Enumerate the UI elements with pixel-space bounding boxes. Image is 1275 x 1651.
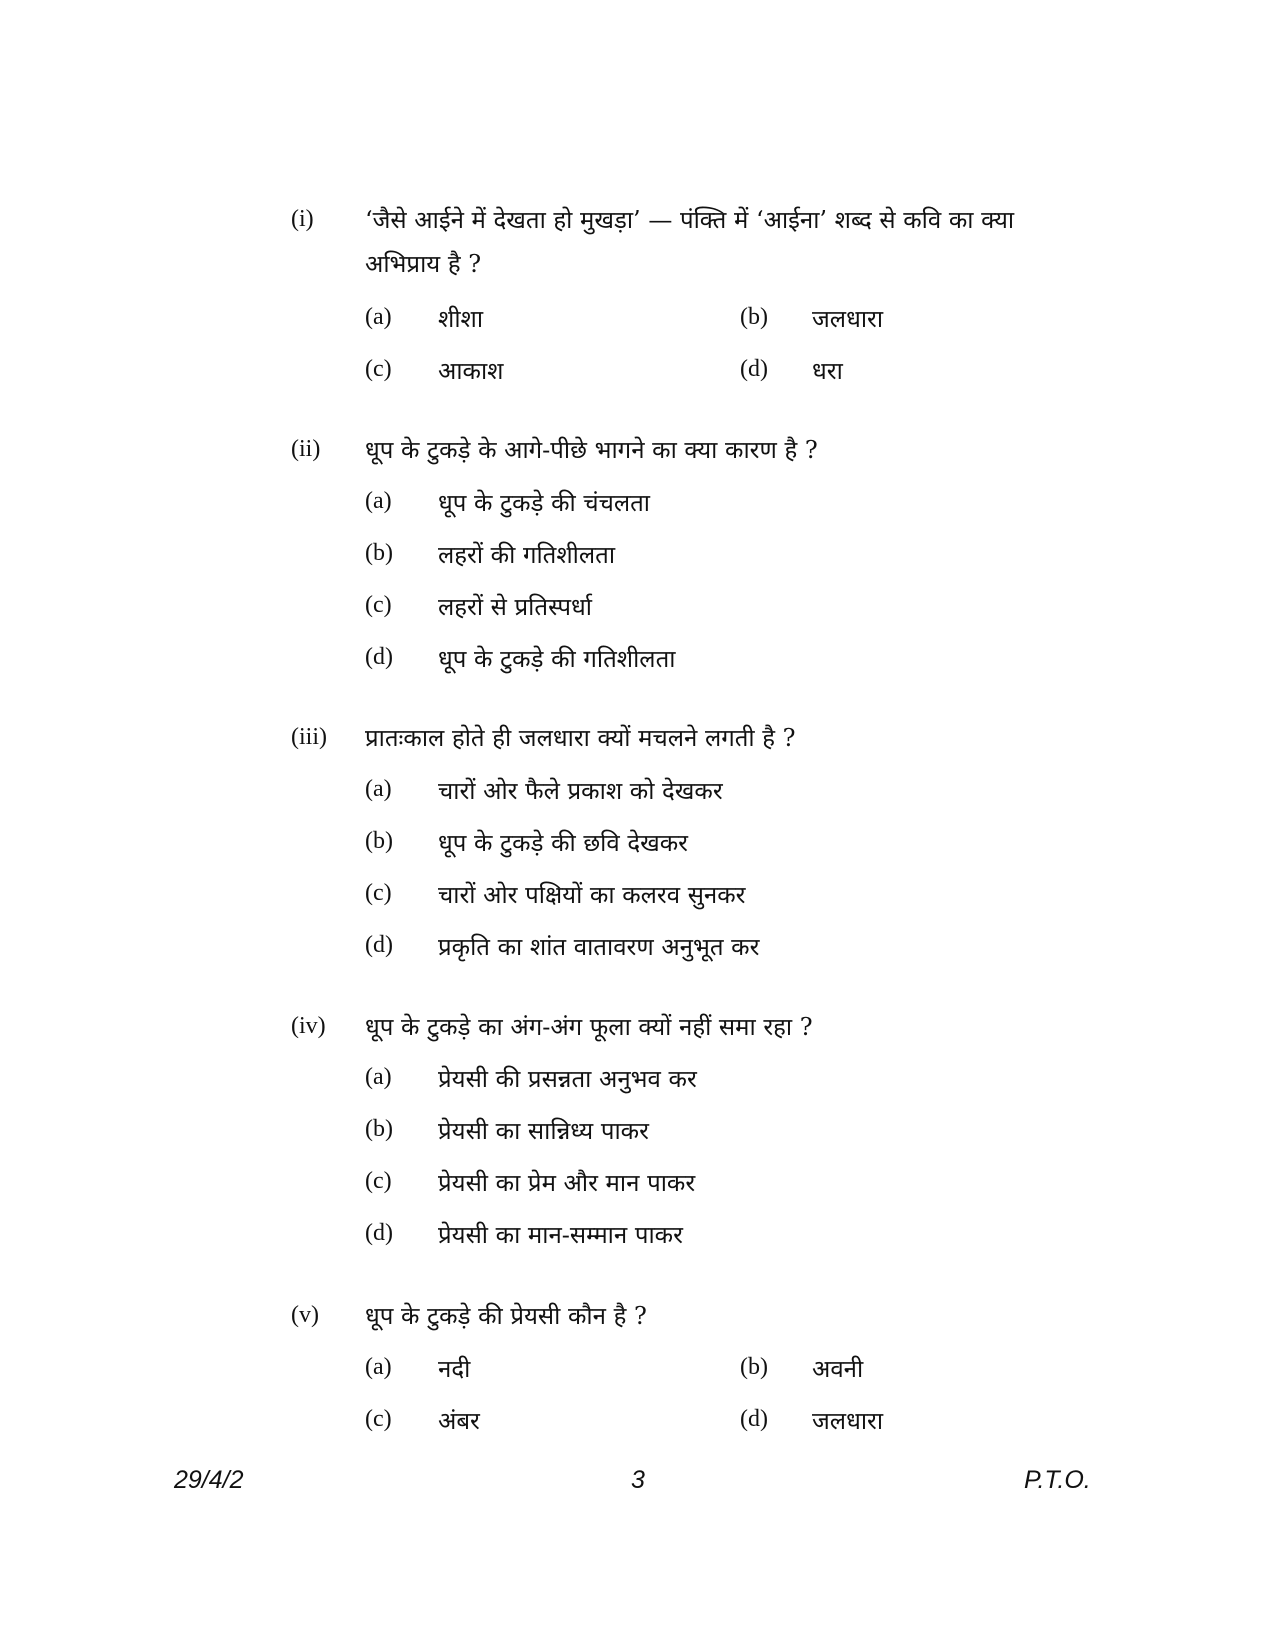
pto-label: P.T.O. xyxy=(1024,1466,1091,1494)
question-text: ‘जैसे आईने में देखता हो मुखड़ा’ — पंक्ति में ‘आईना’ शब्द से कवि का क्या अभिप्राय है ? xyxy=(365,206,1015,278)
option-letter: (d) xyxy=(365,932,393,958)
option-text: चारों ओर फैले प्रकाश को देखकर xyxy=(438,777,723,805)
option-letter: (c) xyxy=(365,592,392,618)
question-text: धूप के टुकड़े के आगे-पीछे भागने का क्या कारण है ? xyxy=(365,436,818,464)
option-letter: (d) xyxy=(365,644,393,670)
option-letter: (a) xyxy=(365,488,392,514)
option-text: अंबर xyxy=(438,1407,480,1435)
option-letter: (d) xyxy=(365,1220,393,1246)
option-letter: (d) xyxy=(740,356,768,382)
option-letter: (d) xyxy=(740,1406,768,1432)
option-letter: (a) xyxy=(365,1354,392,1380)
option-text: धूप के टुकड़े की छवि देखकर xyxy=(438,829,688,857)
option-text: धरा xyxy=(812,357,843,385)
option-letter: (a) xyxy=(365,1064,392,1090)
option-text: धूप के टुकड़े की गतिशीलता xyxy=(438,645,676,673)
option-text: शीशा xyxy=(438,305,484,333)
option-text: प्रकृति का शांत वातावरण अनुभूत कर xyxy=(438,933,760,961)
option-text: प्रेयसी की प्रसन्नता अनुभव कर xyxy=(438,1065,697,1093)
option-letter: (c) xyxy=(365,880,392,906)
option-text: अवनी xyxy=(812,1355,864,1383)
option-text: नदी xyxy=(438,1355,471,1383)
option-letter: (b) xyxy=(740,304,768,330)
question-number: (ii) xyxy=(291,436,321,462)
option-letter: (b) xyxy=(365,540,393,566)
page-number: 3 xyxy=(631,1466,645,1494)
option-text: प्रेयसी का प्रेम और मान पाकर xyxy=(438,1169,696,1197)
option-text: जलधारा xyxy=(812,305,884,333)
option-text: लहरों से प्रतिस्पर्धा xyxy=(438,593,593,621)
option-text: प्रेयसी का सान्निध्य पाकर xyxy=(438,1117,649,1145)
question-number: (i) xyxy=(291,206,314,232)
option-text: प्रेयसी का मान-सम्मान पाकर xyxy=(438,1221,683,1249)
paper-code: 29/4/2 xyxy=(174,1466,244,1494)
question-number: (iii) xyxy=(291,724,327,750)
option-text: धूप के टुकड़े की चंचलता xyxy=(438,489,651,517)
option-text: जलधारा xyxy=(812,1407,884,1435)
option-letter: (a) xyxy=(365,776,392,802)
option-text: चारों ओर पक्षियों का कलरव सुनकर xyxy=(438,881,746,909)
question-number: (v) xyxy=(291,1302,319,1328)
option-text: लहरों की गतिशीलता xyxy=(438,541,616,569)
option-letter: (a) xyxy=(365,304,392,330)
option-text: आकाश xyxy=(438,357,504,385)
question-text: धूप के टुकड़े का अंग-अंग फूला क्यों नहीं समा रहा ? xyxy=(365,1013,813,1041)
option-letter: (b) xyxy=(365,828,393,854)
option-letter: (b) xyxy=(740,1354,768,1380)
option-letter: (c) xyxy=(365,1168,392,1194)
question-number: (iv) xyxy=(291,1013,326,1039)
question-text: धूप के टुकड़े की प्रेयसी कौन है ? xyxy=(365,1302,647,1330)
option-letter: (c) xyxy=(365,356,392,382)
option-letter: (b) xyxy=(365,1116,393,1142)
option-letter: (c) xyxy=(365,1406,392,1432)
question-text: प्रातःकाल होते ही जलधारा क्यों मचलने लगती है ? xyxy=(365,724,796,752)
